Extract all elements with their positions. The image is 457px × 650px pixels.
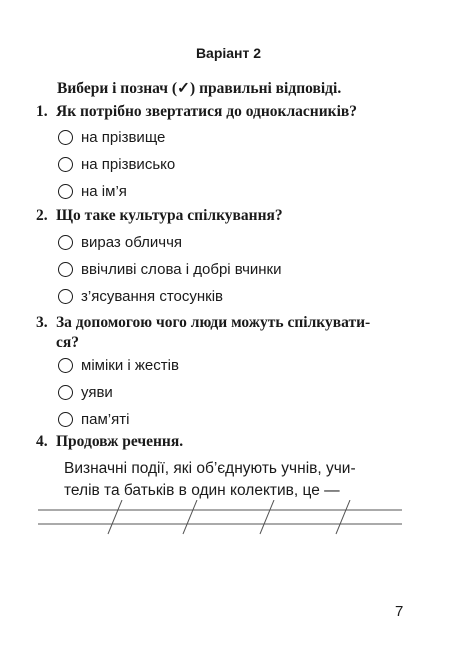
option-label: уяви: [81, 383, 113, 401]
answer-circle-icon[interactable]: [58, 235, 73, 250]
writing-lines[interactable]: [0, 500, 457, 540]
page-number: 7: [395, 603, 404, 620]
option-q2-2[interactable]: [58, 258, 282, 280]
slant-guide-line: [108, 500, 122, 534]
option-label: на ім’я: [81, 182, 127, 200]
sentence-line-2: телів та батьків в один колектив, це —: [64, 482, 340, 499]
option-q1-3[interactable]: [58, 180, 127, 202]
answer-circle-icon[interactable]: [58, 184, 73, 199]
option-q2-1[interactable]: [58, 231, 182, 253]
question-3: [36, 313, 426, 353]
option-label: вираз обличчя: [81, 233, 183, 251]
option-label: пам’яті: [81, 410, 130, 428]
instruction-text: Вибери і познач (✓) правильні відповіді.: [57, 80, 342, 97]
question-1: [36, 102, 426, 122]
answer-circle-icon[interactable]: [58, 289, 73, 304]
question-text: Як потрібно звертатися до однокласників?: [56, 103, 358, 120]
option-q2-3[interactable]: [58, 285, 223, 307]
option-label: на прізвисько: [81, 155, 176, 173]
answer-circle-icon[interactable]: [58, 157, 73, 172]
question-number: 3.: [36, 314, 48, 331]
option-label: на прізвище: [81, 128, 166, 146]
option-label: міміки і жестів: [81, 356, 179, 374]
option-q3-3[interactable]: [58, 408, 129, 430]
question-number: 1.: [36, 103, 48, 120]
question-number: 2.: [36, 207, 48, 224]
slant-guide-line: [183, 500, 197, 534]
question-2: [36, 206, 426, 226]
answer-circle-icon[interactable]: [58, 385, 73, 400]
option-q3-1[interactable]: [58, 354, 179, 376]
option-label: ввічливі слова і добрі вчинки: [81, 260, 282, 278]
question-number: 4.: [36, 433, 48, 450]
sentence-line-1: Визначні події, які об’єднують учнів, учи-: [64, 460, 356, 477]
question-text: Що таке культура спілкування?: [56, 207, 283, 224]
slant-guide-line: [336, 500, 350, 534]
sentence-to-continue: [64, 458, 404, 502]
option-q3-2[interactable]: [58, 381, 113, 403]
answer-circle-icon[interactable]: [58, 412, 73, 427]
answer-circle-icon[interactable]: [58, 358, 73, 373]
slant-guide-line: [260, 500, 274, 534]
question-text: Продовж речення.: [56, 433, 184, 450]
question-text-line2: ся?: [56, 334, 80, 351]
variant-title: Варіант 2: [195, 45, 262, 61]
answer-circle-icon[interactable]: [58, 130, 73, 145]
question-4: [36, 432, 426, 452]
question-text-line1: За допомогою чого люди можуть спілкувати-: [56, 314, 371, 331]
option-q1-2[interactable]: [58, 153, 175, 175]
option-label: з’ясування стосунків: [81, 287, 224, 305]
answer-circle-icon[interactable]: [58, 262, 73, 277]
option-q1-1[interactable]: [58, 126, 165, 148]
